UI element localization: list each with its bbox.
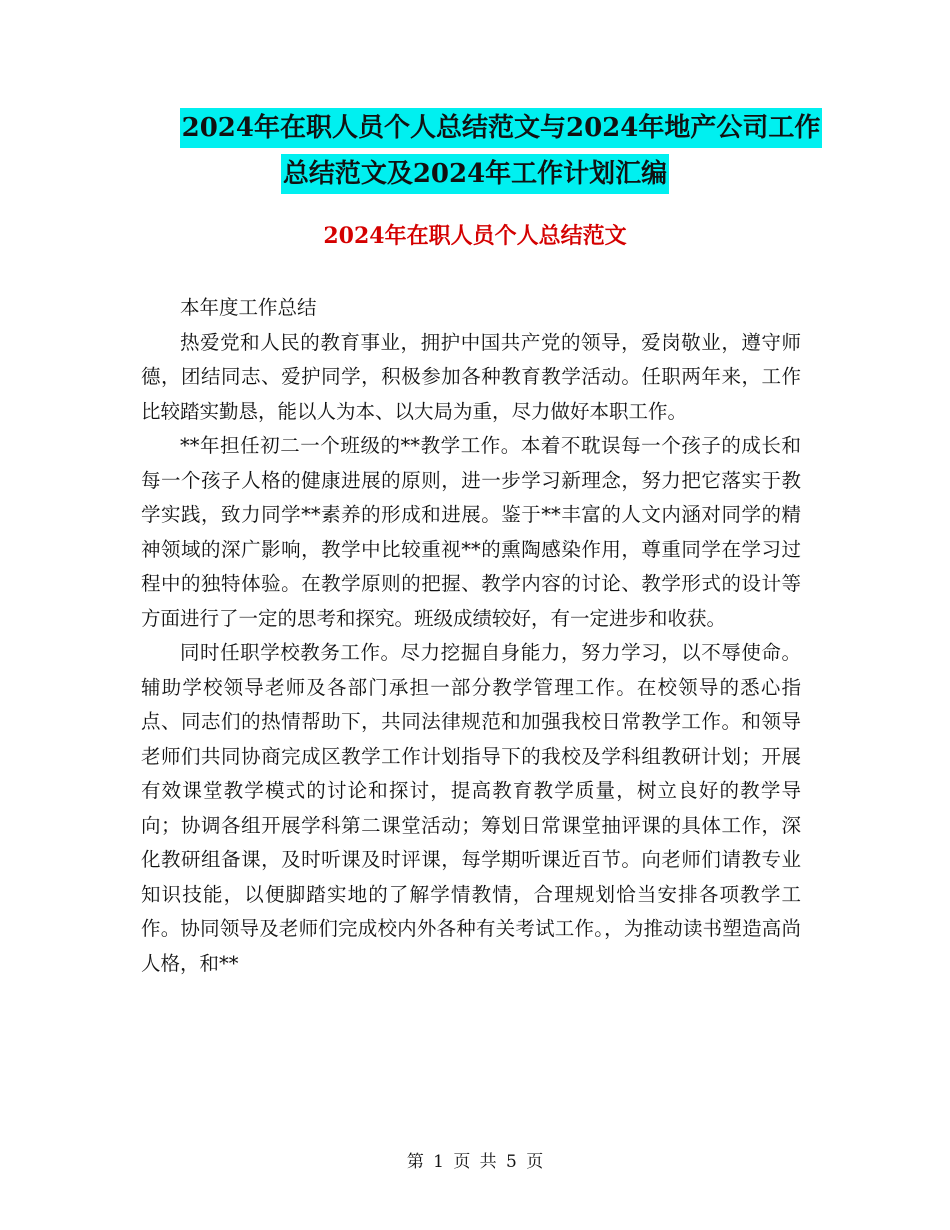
paragraph: 热爱党和人民的教育事业，拥护中国共产党的领导，爱岗敬业，遵守师德，团结同志、爱护同学，积极参加各种教育教学活动。任职两年来，工作比较踏实勤恳，能以人为本、以大局为重，尽力做好本职工作。 [141,330,801,423]
footer-middle: 页 [453,1152,471,1172]
footer-prefix: 第 [406,1152,424,1172]
document-title-line-1: 2024年在职人员个人总结范文与2024年地产公司工作 [180,108,823,148]
document-title [0,108,950,194]
section-title: 2024年在职人员个人总结范文 [323,223,627,249]
page-footer [0,1150,950,1174]
footer-total-label: 共 [479,1152,497,1172]
document-title-line-2: 总结范文及2024年工作计划汇编 [281,154,669,194]
paragraph: **年担任初二一个班级的**教学工作。本着不耽误每一个孩子的成长和每一个孩子人格的健康进展的原则，进一步学习新理念，努力把它落实于教学实践，致力同学**素养的形成和进展。鉴于**丰富的人文内涵对同学的精神领域的深广影响，教学中比较重视**的熏陶感染作用，尊重同学在学习过程中的独特体验。在教学原则的把握、教学内容的讨论、教学形式的设计等方面进行了一定的思考和探究。班级成绩较好，有一定进步和收获。 [141,434,801,630]
footer-current-page: 1 [433,1152,444,1172]
paragraph: 同时任职学校教务工作。尽力挖掘自身能力，努力学习，以不辱使命。辅助学校领导老师及各部门承担一部分教学管理工作。在校领导的悉心指点、同志们的热情帮助下，共同法律规范和加强我校日常教学工作。和领导老师们共同协商完成区教学工作计划指导下的我校及学科组教研计划；开展有效课堂教学模式的讨论和探讨，提高教育教学质量，树立良好的教学导向；协调各组开展学科第二课堂活动；筹划日常课堂抽评课的具体工作，深化教研组备课，及时听课及时评课，每学期听课近百节。向老师们请教专业知识技能，以便脚踏实地的了解学情教情，合理规划恰当安排各项教学工作。协同领导及老师们完成校内外各种有关考试工作。，为推动读书塑造高尚人格，和** [141,641,801,975]
document-body [141,291,801,981]
footer-total-pages: 5 [506,1152,517,1172]
paragraph-heading: 本年度工作总结 [180,296,317,319]
footer-suffix: 页 [526,1152,544,1172]
